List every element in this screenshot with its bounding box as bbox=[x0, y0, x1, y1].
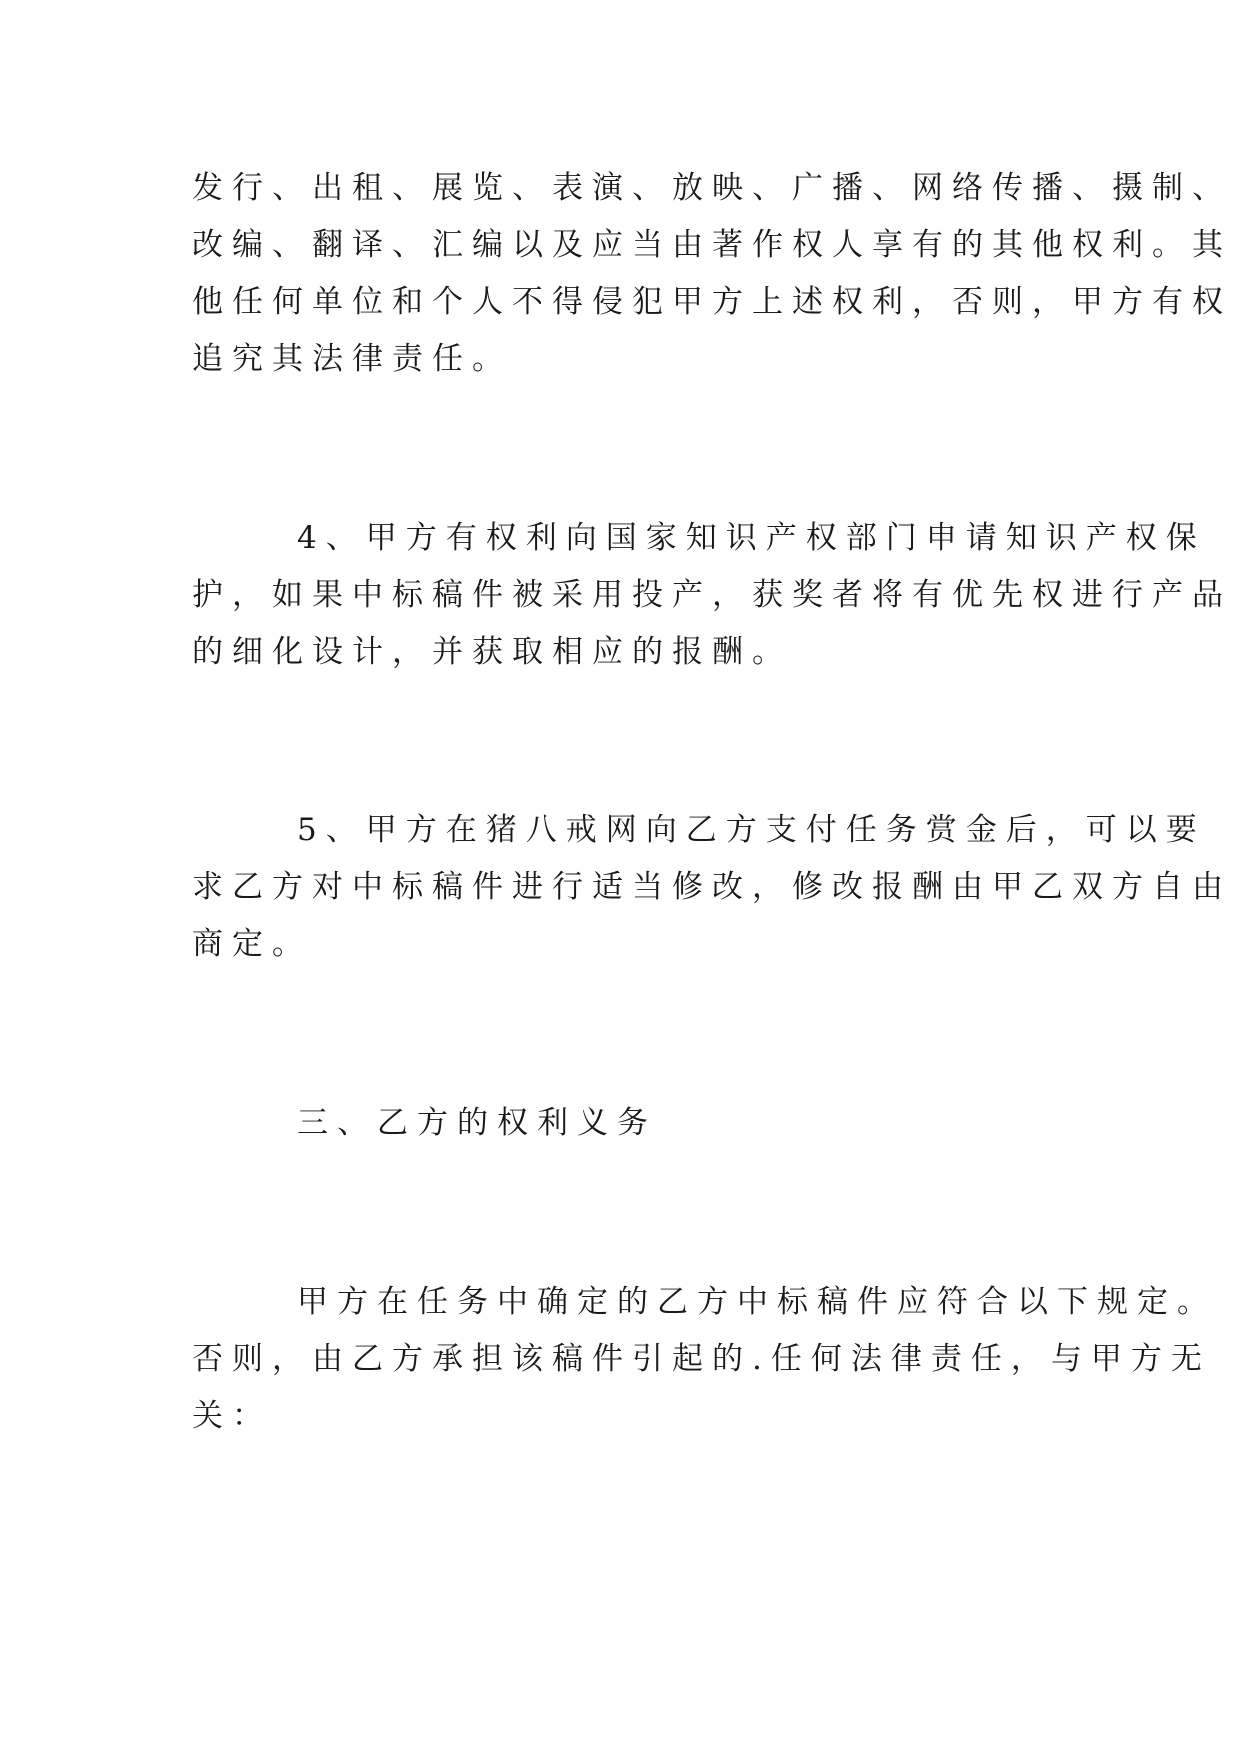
paragraph-1-line-3: 他任何单位和个人不得侵犯甲方上述权利，否则，甲方有权 bbox=[192, 284, 1232, 320]
paragraph-3-line-2: 求乙方对中标稿件进行适当修改，修改报酬由甲乙双方自由 bbox=[192, 869, 1232, 905]
section-heading: 三、乙方的权利义务 bbox=[297, 1105, 657, 1141]
paragraph-2-line-2: 护，如果中标稿件被采用投产，获奖者将有优先权进行产品 bbox=[192, 577, 1232, 613]
paragraph-1-line-4: 追究其法律责任。 bbox=[192, 341, 512, 377]
paragraph-2-line-3: 的细化设计，并获取相应的报酬。 bbox=[192, 634, 792, 670]
paragraph-3-line-3: 商定。 bbox=[192, 926, 312, 962]
paragraph-3-line-1: 5、甲方在猪八戒网向乙方支付任务赏金后，可以要 bbox=[297, 812, 1206, 848]
paragraph-5-line-3: 关： bbox=[192, 1398, 272, 1434]
paragraph-2-line-1: 4、甲方有权利向国家知识产权部门申请知识产权保 bbox=[297, 520, 1206, 556]
paragraph-5-line-2: 否则，由乙方承担该稿件引起的.任何法律责任，与甲方无 bbox=[192, 1341, 1211, 1377]
paragraph-5-line-1: 甲方在任务中确定的乙方中标稿件应符合以下规定。 bbox=[297, 1284, 1217, 1320]
paragraph-1-line-2: 改编、翻译、汇编以及应当由著作权人享有的其他权利。其 bbox=[192, 227, 1232, 263]
paragraph-1-line-1: 发行、出租、展览、表演、放映、广播、网络传播、摄制、 bbox=[192, 170, 1232, 206]
